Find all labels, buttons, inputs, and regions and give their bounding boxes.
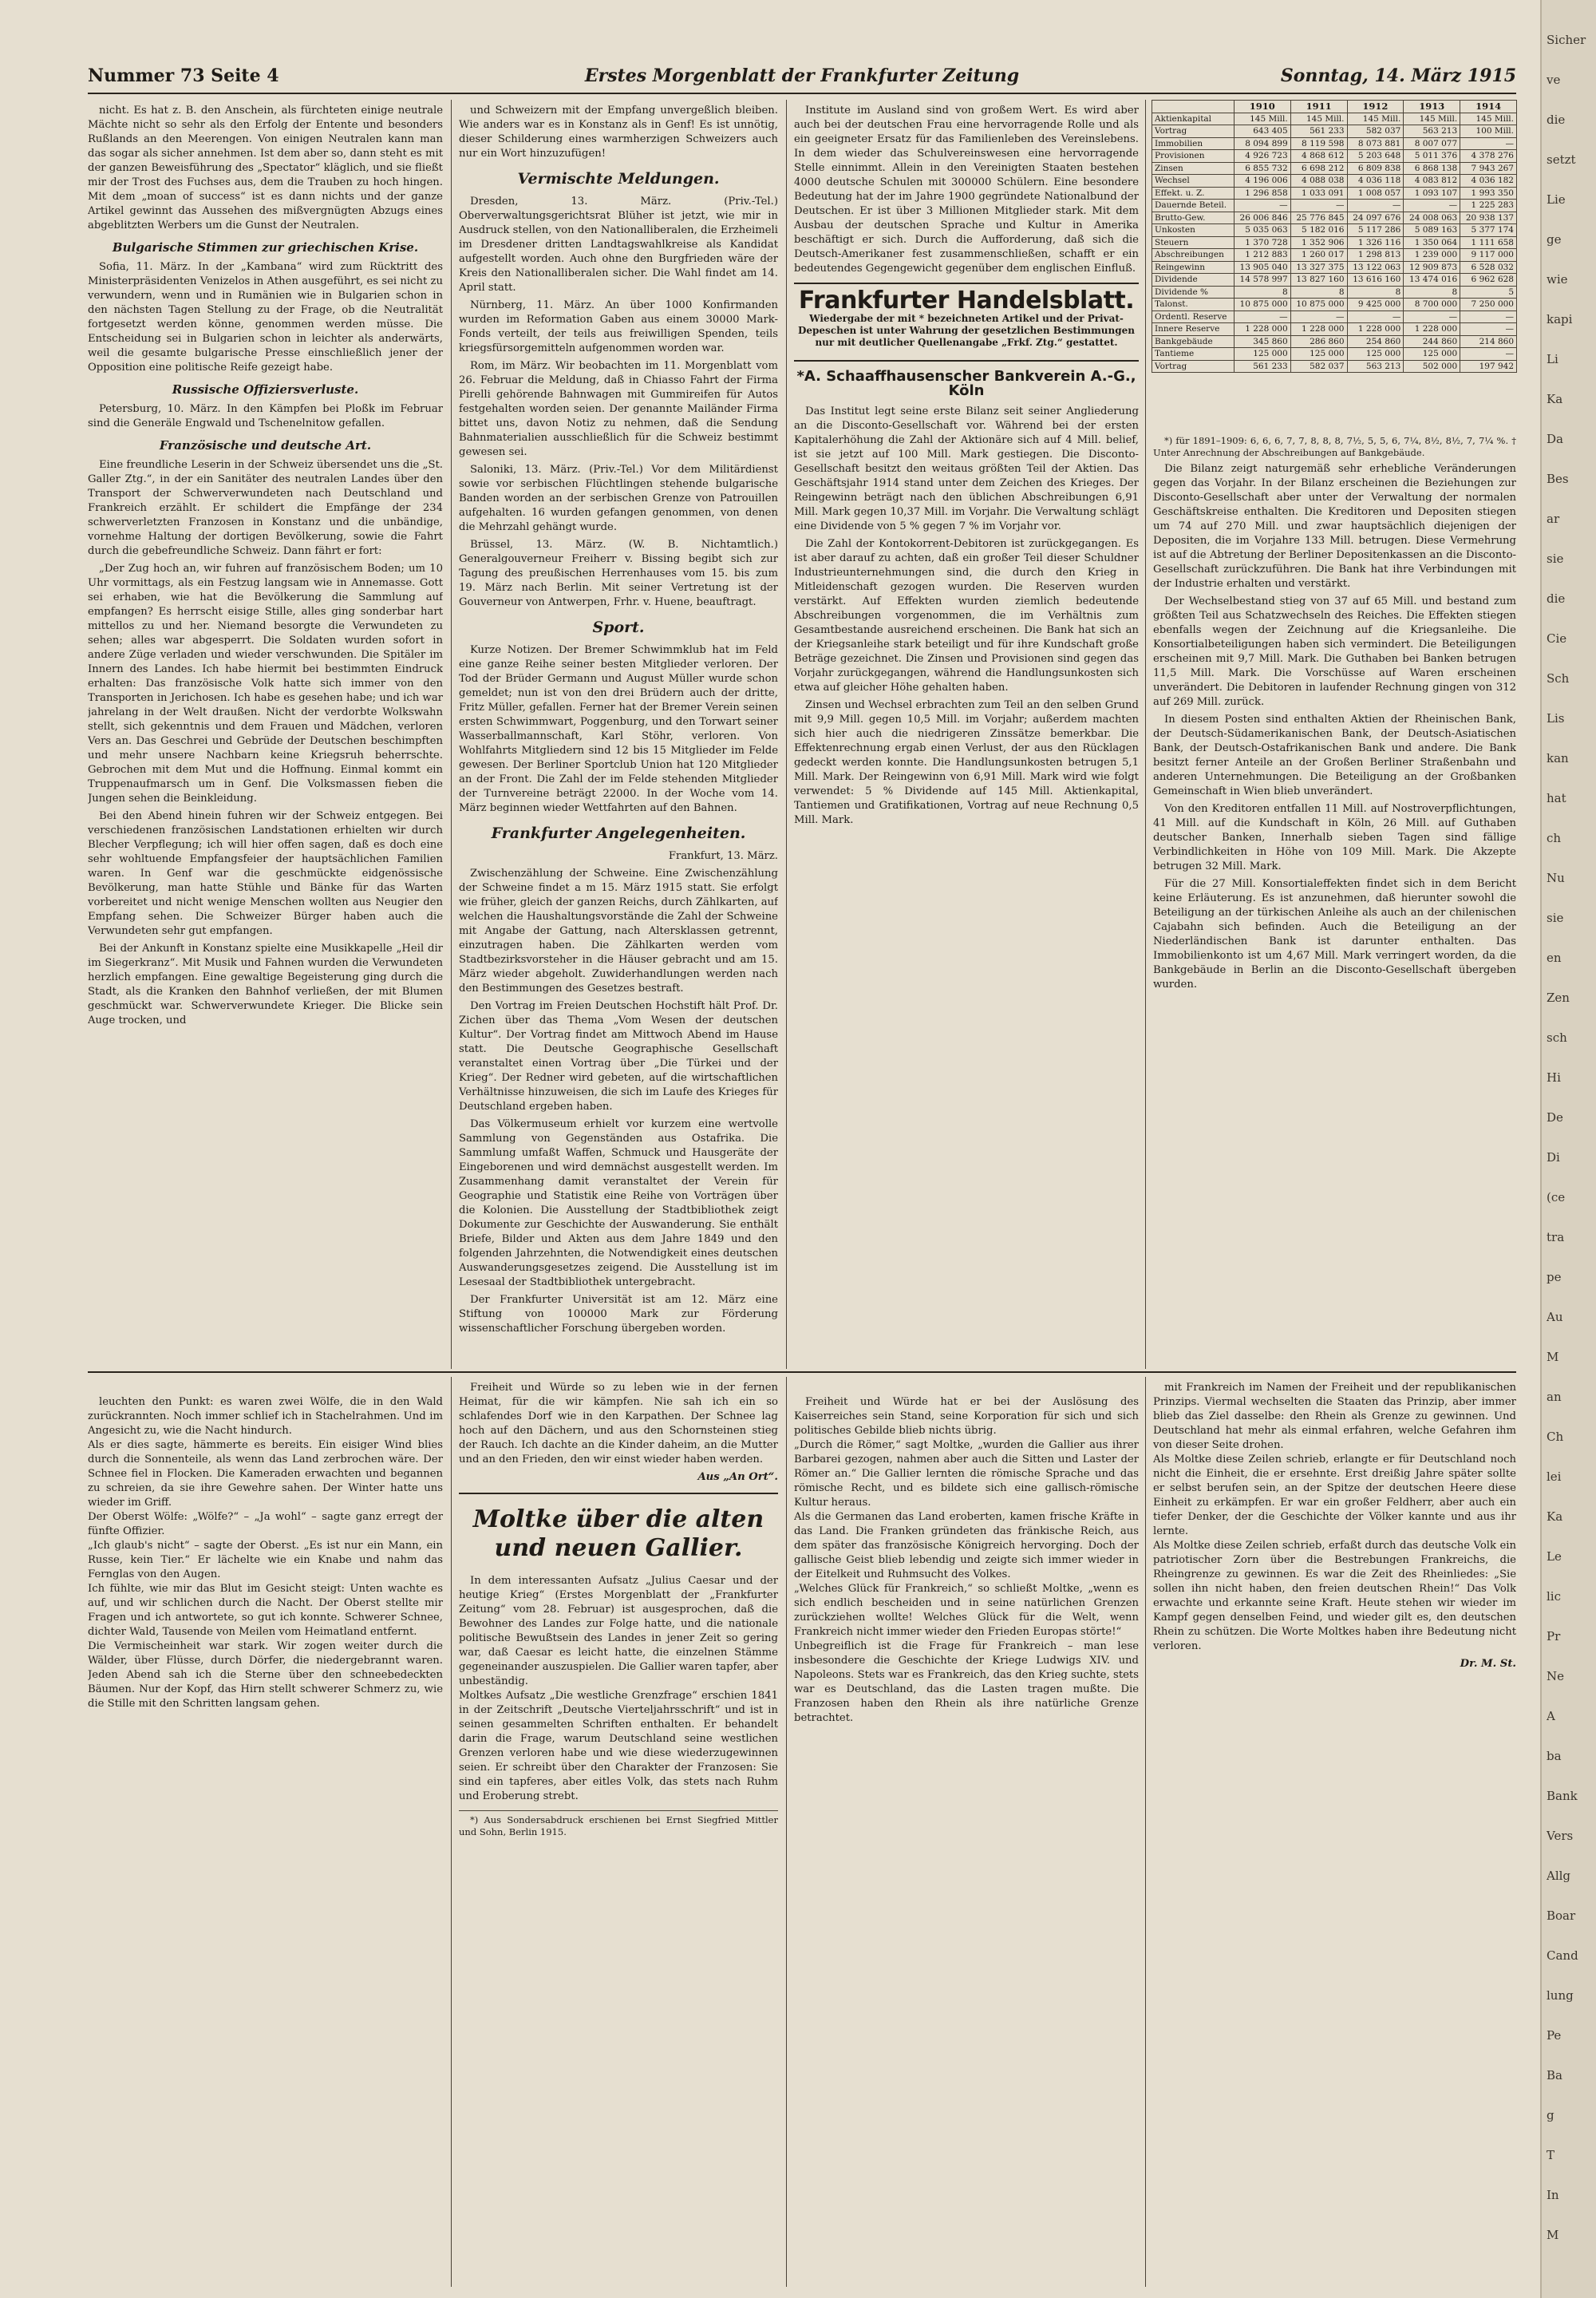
table-row	[1152, 162, 1517, 175]
table-cell: 8	[1347, 286, 1404, 299]
article-text: nicht. Es hat z. B. den Anschein, als fürchteten einige neutrale Mächte nicht so sehr als den Erfolg der Entente und besonders Rußlands an den Meerengen. Von einigen Neutralen kann man das sogar als sicher annehmen. Ist dem aber so, dann steht es mit der ganzen Beweisführung des „Spectator“ kläglich, und sie fließt mir der Trost des Fuchses aus, dem die Trauben zu hoch hingen. Mit dem „moan of success“ ist es dann nichts und der ganze Artikel gewinnt das Aussehen des mißvergnügten Abzugs eines abgeblitzten Werbers um die Gunst der Neutralen.	[88, 105, 443, 231]
edge-text-line: Bank	[1547, 1789, 1578, 1803]
edge-text-line: wie	[1547, 272, 1568, 287]
bank-article-title: *A. Schaaffhausenscher Bankverein A.-G., Köln	[796, 368, 1136, 399]
table-row	[1152, 249, 1517, 262]
table-cell: 1 350 064	[1404, 236, 1460, 249]
table-cell: 1 370 728	[1234, 236, 1290, 249]
table-cell: 12 909 873	[1404, 261, 1460, 274]
edge-text-line: ch	[1547, 831, 1562, 845]
table-cell: 561 233	[1234, 360, 1290, 373]
edge-text-line: Le	[1547, 1549, 1562, 1564]
column-4	[1153, 435, 1516, 1369]
article-text: Rom, im März. Wir beobachten im 11. Morgenblatt vom 26. Februar die Meldung, daß in Chiasso Fahrt der Firma Pirelli gehörende Bahnwagen mit Gummireifen für Autos festgehalten worden seien. Der genannte Mailänder Firma bittet uns, davon Notiz zu nehmen, daß die Sendung Bahnmaterialien ausschließlich für die Schweiz bestimmt gewesen sei.	[459, 360, 778, 458]
table-cell: 561 233	[1290, 125, 1347, 138]
edge-text-line: pe	[1547, 1270, 1562, 1284]
table-cell: —	[1290, 200, 1347, 212]
edge-text-line: (ce	[1547, 1190, 1566, 1204]
handelsblatt-notice: Wiedergabe der mit * bezeichneten Artikel und der Privat-Depeschen ist unter Wahrung der gesetzlichen Bestimmungen nur mit deutlicher Quellenangabe „Frkf. Ztg.“ gestattet.	[797, 313, 1136, 348]
page-number: Nummer 73 Seite 4	[88, 65, 279, 86]
table-row	[1152, 175, 1517, 188]
article-text: Den Vortrag im Freien Deutschen Hochstift hält Prof. Dr. Zichen über das Thema „Vom Wesen der deutschen Kultur“. Der Vortrag findet am Mittwoch Abend im Hause statt. Die Deutsche Geographische Gesellschaft veranstaltet einen Vortrag über „Die Türkei und der Krieg“. Der Redner wird gebeten, auf die wirtschaftlichen Verhältnisse hinzuweisen, die sich im Laufe des Krieges für Deutschland ergeben haben.	[459, 1000, 778, 1113]
article-heading: Französische und deutsche Art.	[159, 438, 372, 453]
article-text: Kurze Notizen. Der Bremer Schwimmklub hat im Feld eine ganze Reihe seiner besten Mitglieder verloren. Der Tod der Brüder Germann und August Müller wurde schon gemeldet; nun ist von den drei Brüdern auch der dritte, Fritz Müller, gefallen. Ferner hat der Bremer Verein seinen ersten Schwimmwart, Poggenburg, und den Torwart seiner Wasserballmannschaft, Karl Stöhr, verloren. Von Wohlfahrts Mitgliedern sind 12 bis 15 Mitglieder im Felde gewesen. Der Berliner Sportclub Union hat 120 Mitglieder an der Front. Die Zahl der im Felde stehenden Mitglieder der Turnvereine beträgt 22000. In der Woche vom 14. März beginnen wieder Wettfahrten auf den Bahnen.	[459, 644, 778, 814]
table-cell: 145 Mill.	[1347, 113, 1404, 125]
table-cell: 1 239 000	[1404, 249, 1460, 262]
table-cell: 4 088 038	[1290, 175, 1347, 188]
edge-text-line: ba	[1547, 1749, 1562, 1763]
table-row	[1152, 274, 1517, 287]
edge-text-line: Pr	[1547, 1629, 1561, 1643]
column-3	[794, 104, 1139, 1369]
table-row	[1152, 200, 1517, 212]
table-cell: 582 037	[1347, 125, 1404, 138]
feuilleton-column-1	[88, 1381, 443, 2287]
moltke-article-title: Moltke über die alten und neuen Gallier.	[472, 1505, 764, 1562]
table-row-label: Vortrag	[1152, 125, 1235, 138]
edge-text-line: ve	[1547, 73, 1561, 87]
table-row	[1152, 261, 1517, 274]
table-row-label: Effekt. u. Z.	[1152, 187, 1235, 200]
table-cell: 10 875 000	[1234, 299, 1290, 311]
table-cell: 8 094 899	[1234, 137, 1290, 150]
table-cell: 6 528 032	[1460, 261, 1517, 274]
edge-text-line: Ch	[1547, 1430, 1564, 1444]
table-cell: 563 213	[1404, 125, 1460, 138]
table-cell: 345 860	[1234, 335, 1290, 348]
bank-results-table	[1152, 100, 1517, 373]
section-divider	[88, 1371, 1516, 1373]
table-cell: 8 073 881	[1347, 137, 1404, 150]
table-cell: 4 196 006	[1234, 175, 1290, 188]
table-cell: 145 Mill.	[1234, 113, 1290, 125]
article-text: Dresden, 13. März. (Priv.-Tel.) Oberverwaltungsgerichtsrat Blüher ist jetzt, wie mir in Ausdruck stellen, von den Nationalliberalen, die Erzheimeli im Dresdener dritten Landtagswahlkreise als Kandidat aufgestellt worden. Auch ohne den Burgfrieden wäre der Kreis den Nationalliberalen sicher. Die Wahl findet am 14. April statt.	[459, 196, 778, 294]
article-text: Bei den Abend hinein fuhren wir der Schweiz entgegen. Bei verschiedenen französischen Landstationen erhielten wir durch Blecher Verpflegung; ich will hier offen sagen, daß es doch eine sehr wohltuende Empfangsfeier der hauptsächlichen Familien waren. In Genf war die geschmückte eidgenössische Bevölkerung, man hatte Stühle und Bänke für das Warten vorbereitet und nicht wenige Menschen wollten aus Neugier den Empfang sehen. Die Schweizer Bürger haben auch die Verwundeten sehr gut empfangen.	[88, 810, 443, 937]
table-row-label: Wechsel	[1152, 175, 1235, 188]
table-cell: 125 000	[1347, 348, 1404, 361]
table-row	[1152, 335, 1517, 348]
table-cell: 1 093 107	[1404, 187, 1460, 200]
table-cell: 7 250 000	[1460, 299, 1517, 311]
table-cell: 6 855 732	[1234, 162, 1290, 175]
table-row	[1152, 113, 1517, 125]
feuilleton-column-3	[794, 1381, 1139, 2287]
edge-text-line: Vers	[1547, 1829, 1574, 1843]
edge-text-line: De	[1547, 1110, 1563, 1125]
article-text: Eine freundliche Leserin in der Schweiz übersendet uns die „St. Galler Ztg.“, in der ein Sanitäter des neutralen Landes über den Transport der Schwerverwundeten nach Deutschland und Frankreich erzählt. Er schildert die Empfänge der 234 schwerverletzten Franzosen in Konstanz und die unbändige, vornehme Haltung der dortigen Bevölkerung, sowie die Fahrt durch die gebefreundliche Schweiz. Dann fährt er fort:	[88, 459, 443, 557]
table-row	[1152, 310, 1517, 323]
article-text: Der Wechselbestand stieg von 37 auf 65 Mill. und bestand zum größten Teil aus Schatzwechseln des Reiches. Die Effekten stiegen ebenfalls wegen der Zeichnung auf die Kriegsanleihe. Die Konsortialbeteiligungen haben sich vermindert. Die Beteiligungen erscheinen mit 9,7 Mill. Mark. Die Guthaben bei Banken betrugen 11,5 Mill. Mark. Die Vorschüsse auf Waren erscheinen unverändert. Die Debitoren in laufender Rechnung gingen von 312 auf 269 Mill. zurück.	[1153, 595, 1516, 708]
table-cell: 197 942	[1460, 360, 1517, 373]
table-cell: 20 938 137	[1460, 212, 1517, 224]
table-cell: 24 008 063	[1404, 212, 1460, 224]
edge-text-line: Sicher	[1547, 33, 1586, 47]
edge-text-line: Bes	[1547, 472, 1569, 486]
table-row	[1152, 224, 1517, 237]
table-cell: 643 405	[1234, 125, 1290, 138]
table-cell: 1 033 091	[1290, 187, 1347, 200]
edge-text-line: en	[1547, 951, 1562, 965]
table-cell: 9 117 000	[1460, 249, 1517, 262]
table-cell: 1 228 000	[1347, 323, 1404, 336]
table-cell: 8 007 077	[1404, 137, 1460, 150]
section-heading-vermischte: Vermischte Meldungen.	[517, 170, 720, 188]
article-text: Nürnberg, 11. März. An über 1000 Konfirmanden wurden im Reformation Gaben aus einem 30000 Mark-Fonds verteilt, der teils aus freiwilligen Spenden, teils kriegsfürsorgemitteln aufgenommen worden war.	[459, 299, 778, 354]
table-cell: 254 860	[1347, 335, 1404, 348]
article-text: In diesem Posten sind enthalten Aktien der Rheinischen Bank, der Deutsch-Südamerikanischen Bank, der Deutsch-Asiatischen Bank, der Deutsch-Ostafrikanischen Bank und andere. Die Bank besitzt ferner Anteile an der Großen Berliner Straßenbahn und anderen Unternehmungen. Die Beteiligung an der Großbanken Gemeinschaft in Wien blieb unverändert.	[1153, 714, 1516, 797]
adjacent-page-text	[1547, 32, 1594, 2267]
table-year-header: 1913	[1404, 101, 1460, 113]
table-cell: 13 474 016	[1404, 274, 1460, 287]
table-cell: 145 Mill.	[1290, 113, 1347, 125]
table-year-header: 1914	[1460, 101, 1517, 113]
article-text: Das Institut legt seine erste Bilanz seit seiner Angliederung an die Disconto-Gesellschaft vor. Während bei der ersten Kapitalerhöhung die Zahl der Aktionäre sich auf 4 Mill. belief, ist sie jetzt auf 100 Mill. Mark gestiegen. Die Disconto-Gesellschaft besitzt den weitaus größten Teil der Aktien. Das Geschäftsjahr 1914 stand unter dem Zeichen des Krieges. Der Reingewinn beträgt nach den üblichen Abschreibungen 6,91 Mill. Mark gegen 10,37 Mill. im Vorjahr. Die Verwaltung schlägt eine Dividende von 5 % gegen 7 % im Vorjahr vor.	[794, 405, 1139, 532]
table-cell: 8	[1404, 286, 1460, 299]
edge-text-line: hat	[1547, 791, 1566, 805]
article-text: „Der Zug hoch an, wir fuhren auf französischem Boden; um 10 Uhr vormittags, als ein Festzug langsam wie in Annemasse. Gott sei erhaben, wie hat die Bevölkerung die Sammlung auf empfangen? Es herrscht eisige Stille, alles ging sonderbar hart mittellos zu und her. Niemand besorgte die Verwundeten zu sehen; alles war abgesperrt. Die Soldaten wurden sofort in andere Züge verladen und wieder verschwunden. Die Spitäler im Innern des Landes. Ich habe hiermit bei bestimmten Eindruck erhalten: Das französische Volk hatte sich immer von den Transporten in Jerichosen. Ich habe es gesehen habe; und ich war jahrelang in der Welt draußen. Nicht der verdorbte Wolkswahn stellt, sich gekenntnis und dem Frauen und Mädchen, verloren Vers an. Das Geschrei und Gebrüde der Deutschen beschimpften und mehr unsere Nachbarn keine Kriegsruh beherrschte. Gebrochen mit dem Mut und die Hoffnung. Einmal kommt ein Truppenaufmarsch um in Genf. Die Volksmassen fieben die Jungen sehen die Beinkleidung.	[88, 563, 443, 805]
table-cell: —	[1460, 137, 1517, 150]
table-cell: 13 327 375	[1290, 261, 1347, 274]
table-row-label: Vortrag	[1152, 360, 1235, 373]
edge-text-line: sie	[1547, 552, 1564, 566]
table-row-label: Innere Reserve	[1152, 323, 1235, 336]
article-text: mit Frankreich im Namen der Freiheit und der republikanischen Prinzips. Viermal wechselten die Staaten das Prinzip, aber immer blieb das Ziel dasselbe: den Rhein als Grenze zu gewinnen. Und Deutschland hat mehr als einmal erfahren, welche Gefahren ihm von dieser Seite drohen. Als Moltke diese Zeilen schrieb, erlangte er für Deutschland noch nicht die Einheit, die er ersehnte. Erst dreißig Jahre später sollte er selbst berufen sein, an der Spitze der deutschen Heere diese Einheit zu erkämpfen. Er war ein großer Feldherr, aber auch ein tiefer Denker, der die Geschichte der Völker kannte und aus ihr lernte. Als Moltke diese Zeilen schrieb, erfaßt durch das deutsche Volk ein patriotischer Zorn über die Bestrebungen Frankreichs, die Rheingrenze zu gewinnen. Es war die Zeit des Rheinliedes: „Sie sollen ihn nicht haben, den freien deutschen Rhein!“ Das Volk erwachte und erkannte seine Kraft. Heute stehen wir wieder im Kampf gegen denselben Feind, und wieder gilt es, den deutschen Rhein zu schützen. Die Worte Moltkes haben ihre Bedeutung nicht verloren.	[1153, 1382, 1516, 1652]
article-text: In dem interessanten Aufsatz „Julius Caesar und der heutige Krieg“ (Erstes Morgenblatt der „Frankfurter Zeitung“ vom 28. Februar) ist ausgesprochen, daß die Bewohner des Landes zur Folge hatte, und die nationale politische Bewußtsein des Landes in jener Zeit so gering war, daß Caesar es leicht hatte, die einzelnen Stämme gegeneinander auszuspielen. Die Gallier waren tapfer, aber unbeständig. Moltkes Aufsatz „Die westliche Grenzfrage“ erschien 1841 in der Zeitschrift „Deutsche Vierteljahrsschrift“ und ist in seinen gesammelten Schriften enthalten. Er behandelt darin die Frage, warum Deutschland seine westlichen Grenzen verloren habe und wie diese wiederzugewinnen seien. Er schreibt über den Charakter der Franzosen: Sie sind ein tapferes, aber eitles Volk, das stets nach Ruhm und Eroberung strebt.	[459, 1575, 778, 1802]
table-cell: 13 616 160	[1347, 274, 1404, 287]
table-cell: 1 352 906	[1290, 236, 1347, 249]
article-text: Zwischenzählung der Schweine. Eine Zwischenzählung der Schweine findet a m 15. März 1915 statt. Sie erfolgt wie früher, gleich der ganzen Reichs, durch Zählkarten, auf welchen die Haushaltungsvorstände die Zahl der Schweine mit Angabe der Gattung, nach Altersklassen getrennt, einzutragen haben. Die Zählkarten werden vom Stadtbezirksvorsteher in die Häuser gebracht und am 15. März wieder abgeholt. Zuwiderhandlungen werden nach den Bestimmungen des Gesetzes bestraft.	[459, 868, 778, 995]
table-cell: —	[1460, 310, 1517, 323]
edge-text-line: lung	[1547, 1988, 1574, 2003]
table-cell: 6 698 212	[1290, 162, 1347, 175]
table-cell: 1 212 883	[1234, 249, 1290, 262]
edge-text-line: Di	[1547, 1150, 1560, 1165]
edge-text-line: Li	[1547, 352, 1558, 366]
table-row-label: Dividende	[1152, 274, 1235, 287]
article-text: leuchten den Punkt: es waren zwei Wölfe, die in den Wald zurückrannten. Noch immer schlief ich in Stachelrahmen. Und im Angesicht zu, wie die Nacht hindurch. Als er dies sagte, hämmerte es bereits. Ein eisiger Wind blies durch die Sonnenteile, als wenn das Land zerbrochen wäre. Der Schnee fiel in Flocken. Die Kameraden erwachten und begannen zu schreien, da sie ihre Gewehre sahen. Der Winter hatte uns wieder im Griff. Der Oberst Wölfe: „Wölfe?“ – „Ja wohl“ – sagte ganz erregt der fünfte Offizier. „Ich glaub's nicht“ – sagte der Oberst. „Es ist nur ein Mann, ein Russe, kein Tier.“ Er lächelte wie ein Knabe und nahm das Fernglas von den Augen. Ich fühlte, wie mir das Blut im Gesicht steigt: Unten wachte es auf, und wir schlichen durch die Nacht. Der Oberst stellte mir Fragen und ich antwortete, so gut ich konnte. Schwerer Schnee, dichter Wald, Tausende von Meilen vom Heimatland entfernt. Die Vermischeinheit war stark. Wir zogen weiter durch die Wälder, über Flüsse, durch Dörfer, die niedergebrannt waren. Jeden Abend sah ich die Sterne über den schneebedeckten Bäumen. Nur der Kopf, das Hirn stellt schwerer Schmerz zu, wie die Stille mit den Schritten langsam gehen.	[88, 1396, 443, 1710]
table-cell: 286 860	[1290, 335, 1347, 348]
table-cell: 1 225 283	[1460, 200, 1517, 212]
table-cell: 6 868 138	[1404, 162, 1460, 175]
column-rule	[451, 100, 452, 1369]
table-cell: 4 036 118	[1347, 175, 1404, 188]
table-cell: 1 228 000	[1290, 323, 1347, 336]
edge-text-line: Nu	[1547, 871, 1565, 885]
adjacent-page-edge	[1540, 0, 1596, 2298]
edge-text-line: an	[1547, 1390, 1562, 1404]
edge-text-line: sch	[1547, 1030, 1567, 1045]
article-text: Institute im Ausland sind von großem Wert. Es wird aber auch bei der deutschen Frau eine hervorragende Rolle und als ein geeigneter Ersatz für das Familienleben des Vereinslebens. In dem wieder das Schulvereinswesen eine hervorragende Stelle einnimmt. Allein in den Vereinigten Staaten bestehen 4000 deutsche Schulen mit 300000 Schülern. Eine besondere Bedeutung hat der im Jahre 1900 gegründete Nationalbund der Deutschen. Er ist über 3 Millionen Mitglieder stark. Mit dem Ausbau der deutschen Sprache und Kultur in Amerika beschäftigt er sich. Durch die Aufforderung, daß sich die Deutsch-Amerikaner fest zusammenschließen, schafft er ein bedeutendes Gegengewicht gegenüber dem englischen Einfluß.	[794, 105, 1139, 275]
source-credit: Aus „An Ort“.	[697, 1471, 778, 1483]
table-cell: 5 182 016	[1290, 224, 1347, 237]
table-cell: 125 000	[1234, 348, 1290, 361]
table-cell: 1 296 858	[1234, 187, 1290, 200]
table-row-label: Zinsen	[1152, 162, 1235, 175]
table-cell: 1 993 350	[1460, 187, 1517, 200]
issue-date: Sonntag, 14. März 1915	[1280, 65, 1516, 86]
article-text: Die Bilanz zeigt naturgemäß sehr erhebliche Veränderungen gegen das Vorjahr. In der Bilanz erscheinen die Beziehungen zur Disconto-Gesellschaft aber unter der Verwaltung der normalen Geschäftskreise enthalten. Die Kreditoren und Depositen stiegen um 74 auf 270 Mill. und zwar hauptsächlich diejenigen der Depositen, die im Vorjahre 133 Mill. betrugen. Diese Vermehrung ist auf die Abtretung der Berliner Depositenkassen an die Disconto-Gesellschaft zurückzuführen. Die Bank hat ihre Verbindungen mit der Industrie erhalten und verstärkt.	[1153, 463, 1516, 590]
table-year-header: 1911	[1290, 101, 1347, 113]
table-row-label: Abschreibungen	[1152, 249, 1235, 262]
table-cell: 145 Mill.	[1460, 113, 1517, 125]
edge-text-line: M	[1547, 2228, 1559, 2242]
edge-text-line: Pe	[1547, 2028, 1562, 2043]
table-row	[1152, 323, 1517, 336]
table-row	[1152, 236, 1517, 249]
table-cell: —	[1460, 348, 1517, 361]
edge-text-line: setzt	[1547, 152, 1576, 167]
newspaper-title: Erstes Morgenblatt der Frankfurter Zeitung	[584, 65, 1020, 86]
table-cell: —	[1404, 310, 1460, 323]
edge-text-line: ge	[1547, 232, 1562, 247]
article-text: Der Frankfurter Universität ist am 12. März eine Stiftung von 100000 Mark zur Förderung wissenschaftlicher Forschung übergeben worden.	[459, 1294, 778, 1335]
masthead	[88, 65, 1516, 94]
table-row-label: Steuern	[1152, 236, 1235, 249]
table-cell: 1 326 116	[1347, 236, 1404, 249]
edge-text-line: sie	[1547, 911, 1564, 925]
table-footnote: *) für 1891–1909: 6, 6, 6, 7, 7, 8, 8, 8, 7½, 5, 5, 6, 7¼, 8½, 8½, 7, 7¼ %. † Unter Anrechnung der Abschreibungen auf Bankgebäude.	[1153, 435, 1516, 458]
edge-text-line: Lie	[1547, 192, 1566, 207]
table-cell: 214 860	[1460, 335, 1517, 348]
table-row-label: Brutto-Gew.	[1152, 212, 1235, 224]
table-row-label: Aktienkapital	[1152, 113, 1235, 125]
table-row	[1152, 212, 1517, 224]
edge-text-line: Boar	[1547, 1908, 1576, 1923]
table-row	[1152, 137, 1517, 150]
article-text: Das Völkermuseum erhielt vor kurzem eine wertvolle Sammlung von Gegenständen aus Ostafrika. Die Sammlung umfaßt Waffen, Schmuck und Hausgeräte der Eingeborenen und wird demnächst ausgestellt werden. Im Zusammenhang damit veranstaltet der Verein für Geographie und Statistik eine Reihe von Vorträgen über die Kolonien. Die Ausstellung der Stadtbibliothek zeigt Dokumente zur Geschichte der Auswanderung. Sie enthält Briefe, Bilder und Akten aus dem Jahre 1849 und den folgenden Jahrzehnten, die Notwendigkeit eines deutschen Auswanderungsgesetzes zeigend. Die Ausstellung ist im Lesesaal der Stadtbibliothek untergebracht.	[459, 1118, 778, 1288]
table-cell: 13 827 160	[1290, 274, 1347, 287]
footnote: *) Aus Sondersabdruck erschienen bei Ernst Siegfried Mittler und Sohn, Berlin 1915.	[459, 1810, 778, 1838]
column-rule	[1145, 1377, 1146, 2287]
article-heading: Russische Offiziersverluste.	[172, 382, 359, 397]
edge-text-line: die	[1547, 591, 1566, 606]
edge-text-line: die	[1547, 113, 1566, 127]
author-signature: Dr. M. St.	[1460, 1658, 1516, 1670]
table-row-label: Dauernde Beteil.	[1152, 200, 1235, 212]
table-cell: 145 Mill.	[1404, 113, 1460, 125]
article-text: Saloniki, 13. März. (Priv.-Tel.) Vor dem Militärdienst sowie vor serbischen Flüchtlingen stehende bulgarische Banden worden an der serbischen Grenze von Patrouillen aufgehalten. 16 wurden gefangen genommen, von denen die Mehrzahl gehängt wurde.	[459, 464, 778, 533]
table-cell: 9 425 000	[1347, 299, 1404, 311]
table-cell: 5 377 174	[1460, 224, 1517, 237]
edge-text-line: kan	[1547, 751, 1569, 765]
table-year-header: 1912	[1347, 101, 1404, 113]
table-cell: 8	[1234, 286, 1290, 299]
table-cell: 5 117 286	[1347, 224, 1404, 237]
edge-text-line: T	[1547, 2148, 1555, 2162]
edge-text-line: Ne	[1547, 1669, 1565, 1683]
table-year-header: 1910	[1234, 101, 1290, 113]
table-cell: —	[1290, 310, 1347, 323]
table-cell: 1 298 813	[1347, 249, 1404, 262]
table-cell: 13 122 063	[1347, 261, 1404, 274]
handelsblatt-title: Frankfurter Handelsblatt.	[798, 287, 1135, 314]
table-cell: 25 776 845	[1290, 212, 1347, 224]
table-cell: 1 228 000	[1404, 323, 1460, 336]
article-text: Von den Kreditoren entfallen 11 Mill. auf Nostroverpflichtungen, 41 Mill. auf die Kundschaft in Köln, 26 Mill. auf Guthaben deutscher Banken, Innerhalb sieben Tagen sind fällige Verbindlichkeiten in Höhe von 109 Mill. Mark. Die Akzepte betrugen 32 Mill. Mark.	[1153, 803, 1516, 872]
table-row-label: Dividende %	[1152, 286, 1235, 299]
table-cell: 6 962 628	[1460, 274, 1517, 287]
table-row-label: Ordentl. Reserve	[1152, 310, 1235, 323]
table-cell: —	[1347, 310, 1404, 323]
table-row	[1152, 360, 1517, 373]
table-cell: 8	[1290, 286, 1347, 299]
table-cell: 10 875 000	[1290, 299, 1347, 311]
table-row-label: Provisionen	[1152, 150, 1235, 163]
edge-text-line: M	[1547, 1350, 1559, 1364]
table-cell: 14 578 997	[1234, 274, 1290, 287]
table-cell: —	[1234, 310, 1290, 323]
edge-text-line: Da	[1547, 432, 1563, 446]
table-cell: 5	[1460, 286, 1517, 299]
table-cell: 4 926 723	[1234, 150, 1290, 163]
table-cell: 8 119 598	[1290, 137, 1347, 150]
edge-text-line: In	[1547, 2188, 1559, 2202]
edge-text-line: Sch	[1547, 671, 1570, 686]
table-row	[1152, 150, 1517, 163]
column-rule	[786, 100, 787, 1369]
table-cell: —	[1460, 323, 1517, 336]
table-cell: 7 943 267	[1460, 162, 1517, 175]
edge-text-line: Cand	[1547, 1948, 1578, 1963]
table-cell: 100 Mill.	[1460, 125, 1517, 138]
table-row-label: Tantieme	[1152, 348, 1235, 361]
article-text: Freiheit und Würde so zu leben wie in der fernen Heimat, für die wir kämpfen. Nie sah ich ein so schlafendes Dorf wie in den Karpathen. Der Schnee lag hoch auf den Dächern, und aus den Schornsteinen stieg der Rauch. Ich dachte an die Kinder daheim, an die Mutter und an den Frieden, den wir einst wieder haben werden.	[459, 1382, 778, 1465]
table-cell: 1 111 658	[1460, 236, 1517, 249]
table-cell: 5 035 063	[1234, 224, 1290, 237]
edge-text-line: A	[1547, 1709, 1555, 1723]
table-cell: 4 036 182	[1460, 175, 1517, 188]
table-row-label: Talonst.	[1152, 299, 1235, 311]
table-cell: 502 000	[1404, 360, 1460, 373]
feuilleton-column-2	[459, 1381, 778, 2287]
article-text: Die Zahl der Kontokorrent-Debitoren ist zurückgegangen. Es ist aber darauf zu achten, daß ein großer Teil dieser Schuldner Industrieunternehmungen sind, die durch den Krieg in Mitleidenschaft gezogen wurden. Die Reserven wurden verstärkt. Auf Effekten wurden ziemlich bedeutende Abschreibungen vorgenommen, die im Verhältnis zum Gesamtbestande ausreichend erscheinen. Die Bank hat sich an der Kriegsanleihe stark beteiligt und für ihre Kundschaft große Beträge gezeichnet. Die Zinsen und Provisionen sind gegen das Vorjahr zurückgegangen, während die Handlungsunkosten sich etwa auf gleicher Höhe gehalten haben.	[794, 538, 1139, 694]
article-text: Zinsen und Wechsel erbrachten zum Teil an den selben Grund mit 9,9 Mill. gegen 10,5 Mill. im Vorjahr; außerdem machten sich hier auch die niedrigeren Zinssätze bemerkbar. Die Effektenrechnung ergab einen Verlust, der aus den Rücklagen gedeckt werden konnte. Die Handlungsunkosten betrugen 5,1 Mill. Mark. Der Reingewinn von 6,91 Mill. Mark wird wie folgt verwendet: 5 % Dividende auf 145 Mill. Aktienkapital, Tantiemen und Gratifikationen, Vortrag auf neue Rechnung 0,5 Mill. Mark.	[794, 699, 1139, 826]
column-rule	[1145, 100, 1146, 1369]
table-cell: 1 228 000	[1234, 323, 1290, 336]
table-cell: 5 089 163	[1404, 224, 1460, 237]
table-cell: 4 378 276	[1460, 150, 1517, 163]
edge-text-line: ar	[1547, 512, 1560, 526]
table-cell: 13 905 040	[1234, 261, 1290, 274]
table-row	[1152, 299, 1517, 311]
table-cell: 4 083 812	[1404, 175, 1460, 188]
article-text: und Schweizern mit der Empfang unvergeßlich bleiben. Wie anders war es in Konstanz als in Genf! Es ist unnötig, dieser Schilderung eines warmherzigen Schweizers auch nur ein Wort hinzuzufügen!	[459, 105, 778, 160]
table-row-label: Reingewinn	[1152, 261, 1235, 274]
edge-text-line: kapi	[1547, 312, 1573, 326]
table-cell: 1 260 017	[1290, 249, 1347, 262]
table-corner	[1152, 101, 1235, 113]
column-2	[459, 104, 778, 1369]
table-cell: —	[1404, 200, 1460, 212]
table-cell: 1 008 057	[1347, 187, 1404, 200]
table-cell: 125 000	[1290, 348, 1347, 361]
table-row	[1152, 286, 1517, 299]
table-cell: 125 000	[1404, 348, 1460, 361]
section-heading-frankfurt: Frankfurter Angelegenheiten.	[491, 825, 746, 842]
table-row-label: Immobilien	[1152, 137, 1235, 150]
table-cell: 4 868 612	[1290, 150, 1347, 163]
table-row	[1152, 187, 1517, 200]
table-cell: 6 809 838	[1347, 162, 1404, 175]
edge-text-line: g	[1547, 2108, 1555, 2122]
dateline: Frankfurt, 13. März.	[668, 850, 778, 862]
table-cell: —	[1347, 200, 1404, 212]
table-row-label: Bankgebäude	[1152, 335, 1235, 348]
table-row	[1152, 348, 1517, 361]
table-cell: 8 700 000	[1404, 299, 1460, 311]
edge-text-line: Zen	[1547, 991, 1570, 1005]
article-text: Freiheit und Würde hat er bei der Auslösung des Kaiserreiches sein Stand, seine Korporation für sich und sich politisches Gebilde blieb nichts übrig. „Durch die Römer,“ sagt Moltke, „wurden die Gallier aus ihrer Barbarei gezogen, nahmen aber auch die Sitten und Laster der Römer an.“ Die Gallier lernten die römische Sprache und das römische Recht, und es bildete sich eine gallisch-römische Kultur heraus. Als die Germanen das Land eroberten, kamen frische Kräfte in das Land. Die Franken gründeten das fränkische Reich, aus dem später das französische Königreich hervorging. Doch der gallische Geist blieb lebendig und zeigte sich immer wieder in der Eitelkeit und Ruhmsucht des Volkes. „Welches Glück für Frankreich,“ so schließt Moltke, „wenn es sich endlich bescheiden und in seine natürlichen Grenzen zurückziehen wollte! Welches Glück für die Welt, wenn Frankreich nicht immer wieder den Frieden Europas störte!“ Unbegreiflich ist die Frage für Frankreich – man lese insbesondere die Geschichte der Kriege Ludwigs XIV. und Napoleons. Stets war es Frankreich, das den Krieg suchte, stets war es Deutschland, das die Lasten tragen mußte. Die Franzosen haben den Rhein als ihre natürliche Grenze betrachtet.	[794, 1396, 1139, 1724]
table-row	[1152, 125, 1517, 138]
edge-text-line: Lis	[1547, 711, 1565, 726]
column-1	[88, 104, 443, 1369]
edge-text-line: Ka	[1547, 1509, 1563, 1524]
article-text: Bei der Ankunft in Konstanz spielte eine Musikkapelle „Heil dir im Siegerkranz“. Mit Musik und Fahnen wurden die Verwundeten herzlich empfangen. Eine gewaltige Begeisterung ging durch die Stadt, als die Kranken den Bahnhof verließen, der mit Blumen geschmückt war. Schwerverwundete Krieger. Die Blicke sein Auge trocken, und	[88, 943, 443, 1026]
column-rule	[451, 1377, 452, 2287]
edge-text-line: Ka	[1547, 392, 1563, 406]
article-text: Sofia, 11. März. In der „Kambana“ wird zum Rücktritt des Ministerpräsidenten Venizelos in Athen ausgeführt, es sei nicht zu verwundern, wenn und in Rumänien wie in Bulgarien schon in den nächsten Tagen Stellung zu der Frage, ob die Neutralität fortgesetzt werden könne, genommen werden müsse. Die Entscheidung sei in Bulgarien schon in leichter als anderwärts, weil die gesamte bulgarische Presse einschließlich jener der Opposition eine politische Reife gezeigt habe.	[88, 261, 443, 374]
table-cell: 5 011 376	[1404, 150, 1460, 163]
edge-text-line: lic	[1547, 1589, 1561, 1604]
table-cell: 582 037	[1290, 360, 1347, 373]
table-cell: 244 860	[1404, 335, 1460, 348]
article-heading: Bulgarische Stimmen zur griechischen Krise.	[112, 240, 419, 255]
edge-text-line: Au	[1547, 1310, 1563, 1324]
article-text: Für die 27 Mill. Konsortialeffekten findet sich in dem Bericht keine Erläuterung. Es ist anzunehmen, daß hierunter sowohl die Beteiligung an der türkischen Anleihe als auch an der chilenischen Cajabahn sich befinden. Auch die Beteiligung an der Niederländischen Bank ist darunter enthalten. Das Immobilienkonto ist um 4,67 Mill. Mark verringert worden, da die Bankgebäude in Berlin an die Disconto-Gesellschaft übergeben wurden.	[1153, 878, 1516, 991]
edge-text-line: Cie	[1547, 631, 1567, 646]
article-text: Brüssel, 13. März. (W. B. Nichtamtlich.) Generalgouverneur Freiherr v. Bissing begibt sich zur Tagung des preußischen Herrenhauses vom 15. bis zum 19. März nach Berlin. Mit seiner Vertretung ist der Gouverneur von Antwerpen, Frhr. v. Huene, beauftragt.	[459, 539, 778, 608]
table-cell: 563 213	[1347, 360, 1404, 373]
table-cell: —	[1234, 200, 1290, 212]
table-cell: 5 203 648	[1347, 150, 1404, 163]
table-cell: 24 097 676	[1347, 212, 1404, 224]
table-cell: 26 006 846	[1234, 212, 1290, 224]
feuilleton-column-4	[1153, 1381, 1516, 2287]
edge-text-line: Hi	[1547, 1070, 1561, 1085]
edge-text-line: Allg	[1547, 1869, 1571, 1883]
edge-text-line: lei	[1547, 1469, 1562, 1484]
table-row-label: Unkosten	[1152, 224, 1235, 237]
column-rule	[786, 1377, 787, 2287]
edge-text-line: tra	[1547, 1230, 1565, 1244]
edge-text-line: Ba	[1547, 2068, 1562, 2082]
article-text: Petersburg, 10. März. In den Kämpfen bei Ploßk im Februar sind die Generäle Engwald und Tschenelnitow gefallen.	[88, 403, 443, 429]
section-heading-sport: Sport.	[592, 619, 645, 636]
